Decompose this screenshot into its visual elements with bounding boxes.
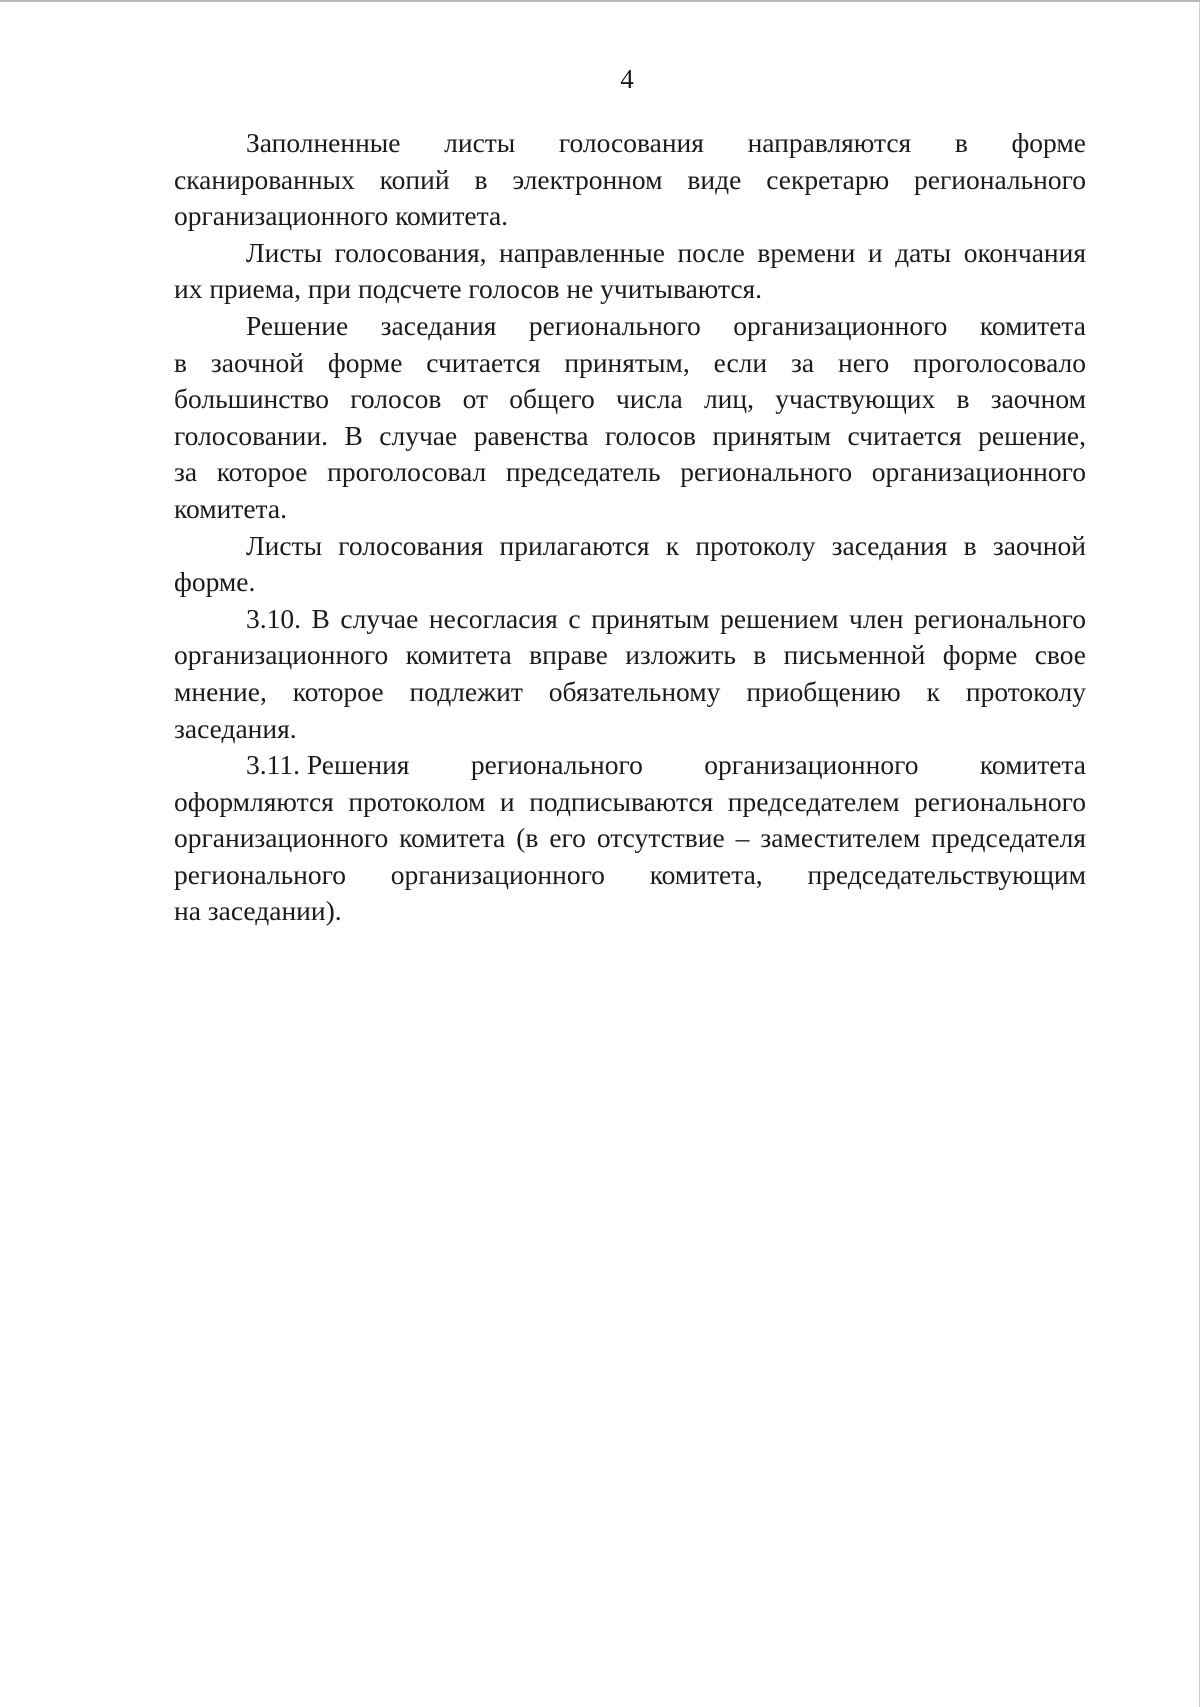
text-line: комитета. [174, 492, 287, 524]
word: направляются [747, 127, 912, 158]
paragraph [174, 601, 1086, 747]
word: организационного [733, 309, 948, 341]
text-line: 3.10. В случае несогласия с принятым решением член регионального [246, 602, 1086, 634]
text-line: их приема, при подсчете голосов не учитываются. [174, 273, 763, 305]
text-line: организационного комитета (в его отсутствие – заместителем председателя [174, 822, 1086, 854]
word: организационного [390, 858, 605, 890]
word: заседания [380, 309, 497, 341]
text-line: в заочной форме считается принятым, если за него проголосовало [174, 346, 1086, 378]
word: Решение [246, 309, 349, 341]
paragraph [174, 747, 1086, 930]
text-line: сканированных копий в электронном виде секретарю регионального [174, 163, 1086, 195]
word: комитета [979, 749, 1086, 781]
word: голосования [558, 127, 704, 158]
text-line [174, 747, 1086, 784]
word: листы [444, 127, 516, 158]
text-line [174, 857, 1086, 894]
word: председательствующим [807, 858, 1086, 890]
text-line: оформляются протоколом и подписываются председателем регионального [174, 785, 1086, 817]
word: регионального [174, 858, 346, 890]
word: комитета [979, 309, 1086, 341]
text-line: Листы голосования, направленные после времени и даты окончания [246, 236, 1086, 268]
paragraph [174, 528, 1086, 601]
page-number: 4 [620, 64, 634, 94]
text-line [174, 125, 1086, 162]
word: регионального [528, 309, 701, 341]
word: Заполненные [246, 127, 401, 158]
paragraph [174, 125, 1086, 235]
word: организационного [704, 749, 919, 781]
word: форме [1011, 127, 1086, 158]
text-line: голосовании. В случае равенства голосов принятым считается решение, [174, 419, 1086, 451]
text-line: организационного комитета. [174, 200, 509, 232]
text-line: за которое проголосовал председатель регионального организационного [174, 456, 1086, 488]
paragraph [174, 235, 1086, 308]
text-line [174, 308, 1086, 345]
word: комитета, [649, 858, 763, 890]
text-line: организационного комитета вправе изложить в письменной форме свое [174, 639, 1086, 671]
text-line: на заседании). [174, 895, 342, 927]
word: регионального [470, 749, 643, 781]
word: в [954, 127, 968, 158]
document-body [174, 125, 1086, 930]
text-line: форме. [174, 566, 256, 598]
text-line: Листы голосования прилагаются к протоколу заседания в заочной [246, 529, 1086, 561]
word: 3.11. Решения [246, 749, 410, 781]
text-line: большинство голосов от общего числа лиц, участвующих в заочном [174, 383, 1086, 415]
text-line: мнение, которое подлежит обязательному приобщению к протоколу [174, 675, 1086, 707]
paragraph [174, 308, 1086, 528]
text-line: заседания. [174, 712, 297, 744]
